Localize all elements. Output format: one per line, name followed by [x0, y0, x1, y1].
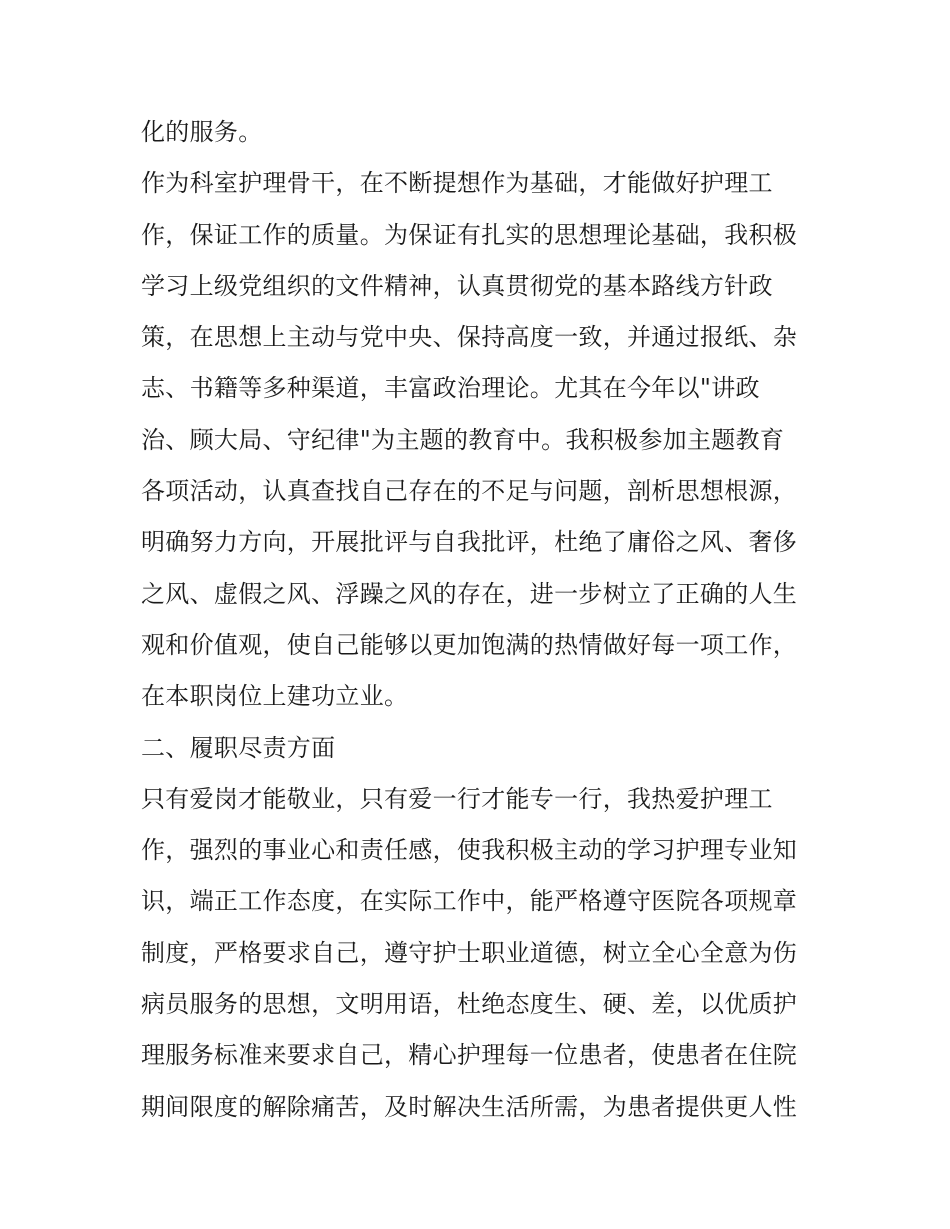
text-line: 治、顾大局、守纪律"为主题的教育中。我积极参加主题教育 — [141, 425, 785, 454]
text-line: 期间限度的解除痛苦，及时解决生活所需，为患者提供更人性 — [141, 1092, 798, 1121]
text-line: 病员服务的思想，文明用语，杜绝态度生、硬、差，以优质护 — [141, 990, 798, 1019]
text-line: 观和价值观，使自己能够以更加饱满的热情做好每一项工作， — [141, 630, 798, 659]
text-line: 作为科室护理骨干，在不断提想作为基础，才能做好护理工 — [141, 169, 773, 198]
text-line: 志、书籍等多种渠道，丰富政治理论。尤其在今年以"讲政 — [141, 374, 760, 403]
text-line: 学习上级党组织的文件精神，认真贯彻党的基本路线方针政 — [141, 271, 773, 300]
text-line: 识，端正工作态度，在实际工作中，能严格遵守医院各项规章 — [141, 887, 798, 916]
text-line: 在本职岗位上建功立业。 — [141, 682, 409, 711]
text-line: 只有爱岗才能敬业，只有爱一行才能专一行，我热爱护理工 — [141, 784, 773, 813]
document-body — [141, 107, 821, 1133]
text-line: 理服务标准来要求自己，精心护理每一位患者，使患者在住院 — [141, 1041, 798, 1070]
text-line: 作，保证工作的质量。为保证有扎实的思想理论基础，我积极 — [141, 220, 798, 249]
text-line: 作，强烈的事业心和责任感，使我积极主动的学习护理专业知 — [141, 836, 798, 865]
text-line: 制度，严格要求自己，遵守护士职业道德，树立全心全意为伤 — [141, 938, 798, 967]
section-heading: 二、履职尽责方面 — [141, 733, 336, 762]
text-line: 各项活动，认真查找自己存在的不足与问题，剖析思想根源， — [141, 477, 798, 506]
text-line: 之风、虚假之风、浮躁之风的存在，进一步树立了正确的人生 — [141, 579, 798, 608]
text-line: 策，在思想上主动与党中央、保持高度一致，并通过报纸、杂 — [141, 323, 798, 352]
text-line: 化的服务。 — [141, 118, 263, 146]
text-line: 明确努力方向，开展批评与自我批评，杜绝了庸俗之风、奢侈 — [141, 528, 798, 557]
